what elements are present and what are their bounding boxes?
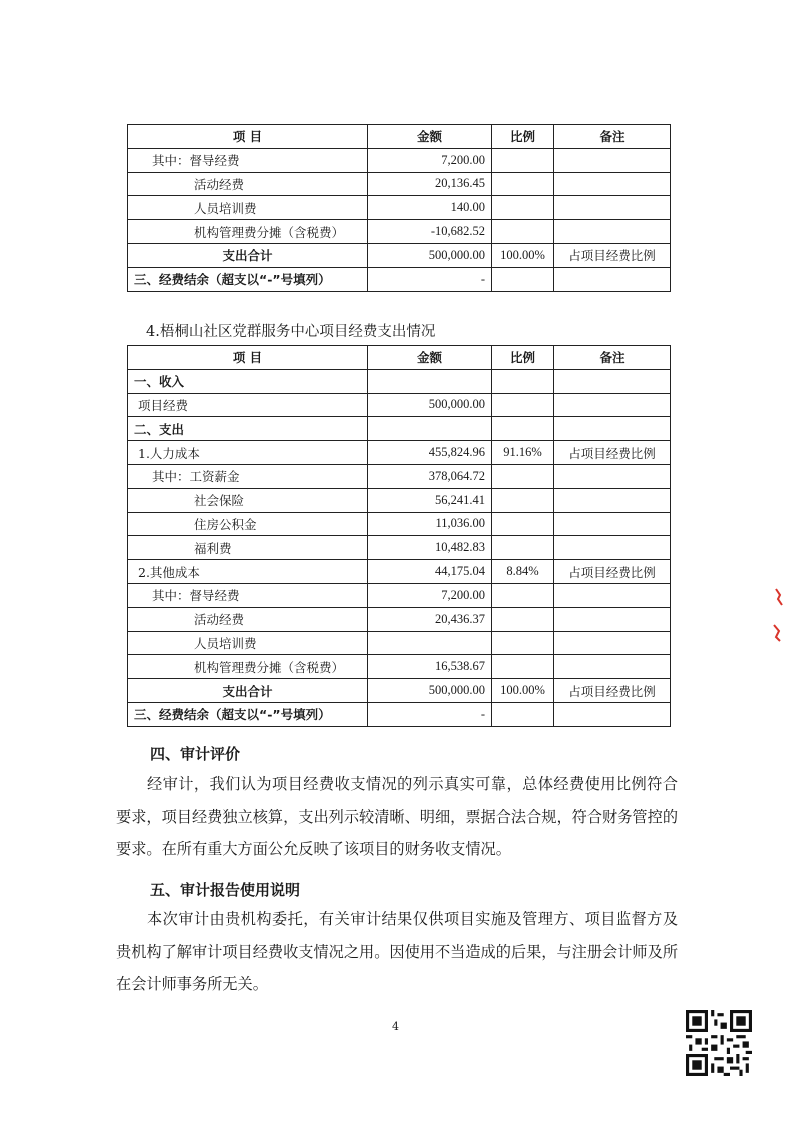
row-ratio — [492, 655, 554, 679]
row-label: 机构管理费分摊（含税费） — [128, 655, 368, 679]
seal-stamp-icon — [770, 585, 790, 645]
table-row — [128, 393, 671, 417]
row-remark — [554, 583, 671, 607]
row-amount — [368, 417, 492, 441]
row-ratio — [492, 369, 554, 393]
row-ratio — [492, 512, 554, 536]
row-label: 活动经费 — [128, 172, 368, 196]
row-amount: 20,436.37 — [368, 607, 492, 631]
header-amount: 金额 — [368, 346, 492, 370]
table-row — [128, 417, 671, 441]
table-row — [128, 148, 671, 172]
row-remark — [554, 607, 671, 631]
table-header-row — [128, 125, 671, 149]
row-label: 社会保险 — [128, 488, 368, 512]
total-row — [128, 679, 671, 703]
row-ratio — [492, 417, 554, 441]
report-usage-text: 本次审计由贵机构委托，有关审计结果仅供项目实施及管理方、项目监督方及贵机构了解审计项目经费收支情况之用。因使用不当造成的后果，与注册会计师及所在会计师事务所无关。 — [116, 910, 678, 993]
table-row — [128, 536, 671, 560]
table-row — [128, 512, 671, 536]
row-label: 人员培训费 — [128, 631, 368, 655]
row-label: 项目经费 — [128, 393, 368, 417]
row-label: 人员培训费 — [128, 196, 368, 220]
table-row — [128, 172, 671, 196]
row-remark — [554, 172, 671, 196]
table-row — [128, 655, 671, 679]
row-amount — [368, 631, 492, 655]
row-amount: 500,000.00 — [368, 393, 492, 417]
row-ratio — [492, 464, 554, 488]
row-label: 支出合计 — [128, 679, 368, 703]
row-amount: 20,136.45 — [368, 172, 492, 196]
row-label: 支出合计 — [128, 243, 368, 267]
table-row — [128, 488, 671, 512]
total-row — [128, 243, 671, 267]
header-item: 项 目 — [128, 346, 368, 370]
expense-table-continued — [127, 124, 671, 292]
row-remark: 占项目经费比例 — [554, 679, 671, 703]
row-label: 其中：工资薪金 — [128, 464, 368, 488]
row-ratio — [492, 393, 554, 417]
row-amount: - — [368, 267, 492, 291]
row-amount: 455,824.96 — [368, 441, 492, 465]
row-ratio: 100.00% — [492, 679, 554, 703]
header-amount: 金额 — [368, 125, 492, 149]
row-label: 住房公积金 — [128, 512, 368, 536]
page-number: 4 — [392, 1020, 399, 1033]
row-remark: 占项目经费比例 — [554, 243, 671, 267]
row-amount: 44,175.04 — [368, 560, 492, 584]
row-ratio: 8.84% — [492, 560, 554, 584]
row-remark — [554, 267, 671, 291]
row-ratio: 91.16% — [492, 441, 554, 465]
row-remark — [554, 536, 671, 560]
row-ratio — [492, 267, 554, 291]
row-amount: 378,064.72 — [368, 464, 492, 488]
row-ratio — [492, 172, 554, 196]
row-ratio — [492, 220, 554, 244]
table-row — [128, 583, 671, 607]
report-usage-heading: 五、审计报告使用说明 — [150, 881, 301, 899]
row-amount: 56,241.41 — [368, 488, 492, 512]
row-remark: 占项目经费比例 — [554, 560, 671, 584]
table-row — [128, 464, 671, 488]
row-remark — [554, 488, 671, 512]
row-ratio — [492, 607, 554, 631]
row-remark — [554, 702, 671, 726]
row-ratio — [492, 536, 554, 560]
row-amount — [368, 369, 492, 393]
row-label: 三、经费结余（超支以“-”号填列） — [128, 267, 368, 291]
row-label: 1.人力成本 — [128, 441, 368, 465]
row-amount: -10,682.52 — [368, 220, 492, 244]
header-ratio: 比例 — [492, 125, 554, 149]
table-row — [128, 607, 671, 631]
table-row — [128, 196, 671, 220]
row-amount: 7,200.00 — [368, 148, 492, 172]
audit-evaluation-text: 经审计，我们认为项目经费收支情况的列示真实可靠，总体经费使用比例符合要求，项目经费独立核算，支出列示较清晰、明细，票据合法合规，符合财务管控的要求。在所有重大方面公允反映了该项目的财务收支情况。 — [116, 775, 678, 858]
row-amount: 7,200.00 — [368, 583, 492, 607]
header-remark: 备注 — [554, 346, 671, 370]
row-remark — [554, 631, 671, 655]
row-ratio — [492, 583, 554, 607]
row-label: 福利费 — [128, 536, 368, 560]
header-ratio: 比例 — [492, 346, 554, 370]
table-row — [128, 631, 671, 655]
row-label: 机构管理费分摊（含税费） — [128, 220, 368, 244]
row-remark — [554, 220, 671, 244]
balance-row — [128, 267, 671, 291]
header-remark: 备注 — [554, 125, 671, 149]
row-amount: 10,482.83 — [368, 536, 492, 560]
row-label: 其中：督导经费 — [128, 583, 368, 607]
audit-evaluation-heading: 四、审计评价 — [150, 745, 241, 763]
row-ratio: 100.00% — [492, 243, 554, 267]
row-label: 一、收入 — [128, 369, 368, 393]
wutongshan-expense-table — [127, 345, 671, 727]
row-remark — [554, 393, 671, 417]
table-row — [128, 560, 671, 584]
row-label: 活动经费 — [128, 607, 368, 631]
table-row — [128, 220, 671, 244]
row-remark — [554, 464, 671, 488]
row-amount: 11,036.00 — [368, 512, 492, 536]
table-row — [128, 369, 671, 393]
table-row — [128, 441, 671, 465]
row-remark — [554, 417, 671, 441]
row-amount: 500,000.00 — [368, 679, 492, 703]
header-item: 项 目 — [128, 125, 368, 149]
row-ratio — [492, 488, 554, 512]
row-remark — [554, 148, 671, 172]
row-label: 2.其他成本 — [128, 560, 368, 584]
row-ratio — [492, 196, 554, 220]
row-label: 三、经费结余（超支以“-”号填列） — [128, 702, 368, 726]
row-amount: 500,000.00 — [368, 243, 492, 267]
row-remark — [554, 655, 671, 679]
row-remark — [554, 196, 671, 220]
section-4-title: 4.梧桐山社区党群服务中心项目经费支出情况 — [146, 324, 436, 340]
row-amount: - — [368, 702, 492, 726]
row-ratio — [492, 702, 554, 726]
row-ratio — [492, 148, 554, 172]
qr-code-icon — [686, 1010, 752, 1076]
row-remark: 占项目经费比例 — [554, 441, 671, 465]
row-label: 其中：督导经费 — [128, 148, 368, 172]
table-header-row — [128, 346, 671, 370]
row-label: 二、支出 — [128, 417, 368, 441]
row-remark — [554, 512, 671, 536]
row-amount: 140.00 — [368, 196, 492, 220]
row-remark — [554, 369, 671, 393]
balance-row — [128, 702, 671, 726]
row-amount: 16,538.67 — [368, 655, 492, 679]
row-ratio — [492, 631, 554, 655]
